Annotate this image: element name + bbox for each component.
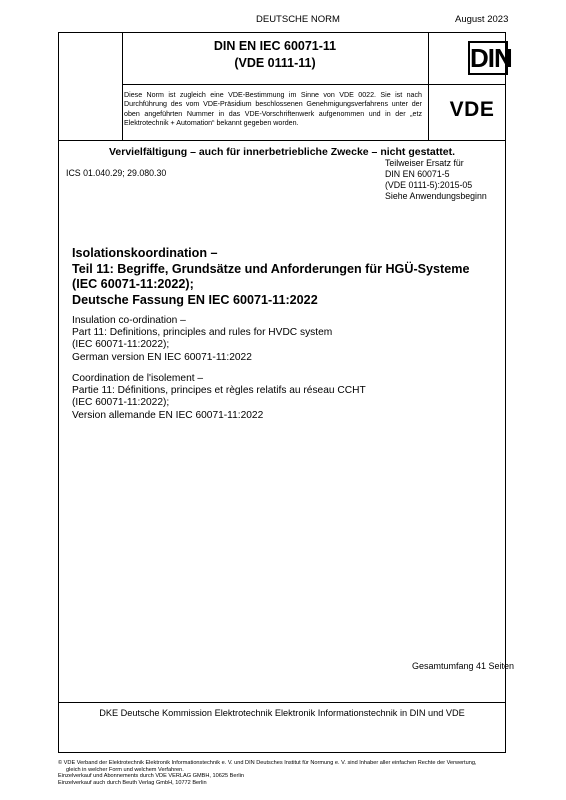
standard-number: DIN EN IEC 60071-11 bbox=[213, 39, 337, 53]
footer-line: gleich in welcher Form und welchem Verfahren. bbox=[66, 766, 184, 773]
frame-divider-header bbox=[58, 140, 506, 141]
title-line: Version allemande EN IEC 60071-11:2022 bbox=[72, 409, 264, 421]
title-line: German version EN IEC 60071-11:2022 bbox=[72, 351, 252, 363]
vde-classification: (VDE 0111-11) bbox=[234, 56, 316, 70]
french-title bbox=[72, 373, 366, 422]
frame-divider-right bbox=[428, 32, 429, 140]
title-line: Deutsche Fassung EN IEC 60071-11:2022 bbox=[72, 292, 318, 307]
title-line: Insulation co-ordination – bbox=[72, 315, 186, 326]
footer-line: Einzelverkauf auch durch Beuth Verlag GmbH, 10772 Berlin bbox=[58, 779, 207, 786]
title-line: Partie 11: Définitions, principes et règles relatifs au réseau CCHT bbox=[72, 385, 366, 397]
title-line: Part 11: Definitions, principles and rules for HVDC system bbox=[72, 327, 333, 339]
copyright-footer bbox=[58, 760, 528, 786]
title-line: Teil 11: Begriffe, Grundsätze und Anforderungen für HGÜ-Systeme bbox=[72, 261, 470, 276]
replacement-line: DIN EN 60071-5 bbox=[385, 169, 450, 179]
title-line: Coordination de l'isolement – bbox=[72, 373, 204, 384]
frame-divider-bottom bbox=[58, 702, 506, 703]
vde-note: Diese Norm ist zugleich eine VDE-Bestimmung im Sinne von VDE 0022. Sie ist nach Durchführung des vom VDE-Präsidium beschlossenen Genehmigungsverfahrens unter der oben angeführten Nummer in das VDE-Vorschriftenwerk aufgenommen und in der „etz Elektrotechnik + Automation“ bekannt gegeben worden. bbox=[124, 91, 422, 127]
replacement-line: (VDE 0111-5):2015-05 bbox=[385, 180, 473, 190]
title-line: (IEC 60071-11:2022); bbox=[72, 339, 170, 351]
frame-divider-left bbox=[122, 32, 123, 140]
total-pages: Gesamtumfang 41 Seiten bbox=[412, 661, 515, 671]
frame-divider-mid bbox=[122, 84, 506, 85]
replacement-info bbox=[385, 158, 487, 202]
english-title bbox=[72, 315, 332, 364]
document-type-label: DEUTSCHE NORM bbox=[256, 14, 340, 25]
title-line: (IEC 60071-11:2022); bbox=[72, 397, 170, 409]
publication-date: August 2023 bbox=[455, 14, 509, 25]
title-line: (IEC 60071-11:2022); bbox=[72, 277, 194, 291]
footer-line: © VDE Verband der Elektrotechnik Elektronik Informationstechnik e. V. und DIN Deutsches Institut für Normung e. V. sind Inhaber aller einfachen Rechte der Verwertung, bbox=[58, 760, 477, 766]
vde-logo: VDE bbox=[449, 98, 495, 121]
replacement-line: Teilweiser Ersatz für bbox=[385, 158, 464, 168]
dke-line: DKE Deutsche Kommission Elektrotechnik Elektronik Informationstechnik in DIN und VDE bbox=[99, 708, 465, 718]
din-logo: DIN bbox=[470, 43, 512, 73]
title-line: Isolationskoordination – bbox=[72, 246, 218, 260]
german-title bbox=[72, 246, 502, 308]
ics-codes: ICS 01.040.29; 29.080.30 bbox=[66, 168, 167, 178]
reproduction-notice: Vervielfältigung – auch für innerbetriebliche Zwecke – nicht gestattet. bbox=[108, 146, 455, 158]
replacement-line: Siehe Anwendungsbeginn bbox=[385, 191, 487, 201]
footer-line: Einzelverkauf und Abonnements durch VDE VERLAG GMBH, 10625 Berlin bbox=[58, 773, 244, 780]
standard-number-block bbox=[124, 38, 426, 72]
